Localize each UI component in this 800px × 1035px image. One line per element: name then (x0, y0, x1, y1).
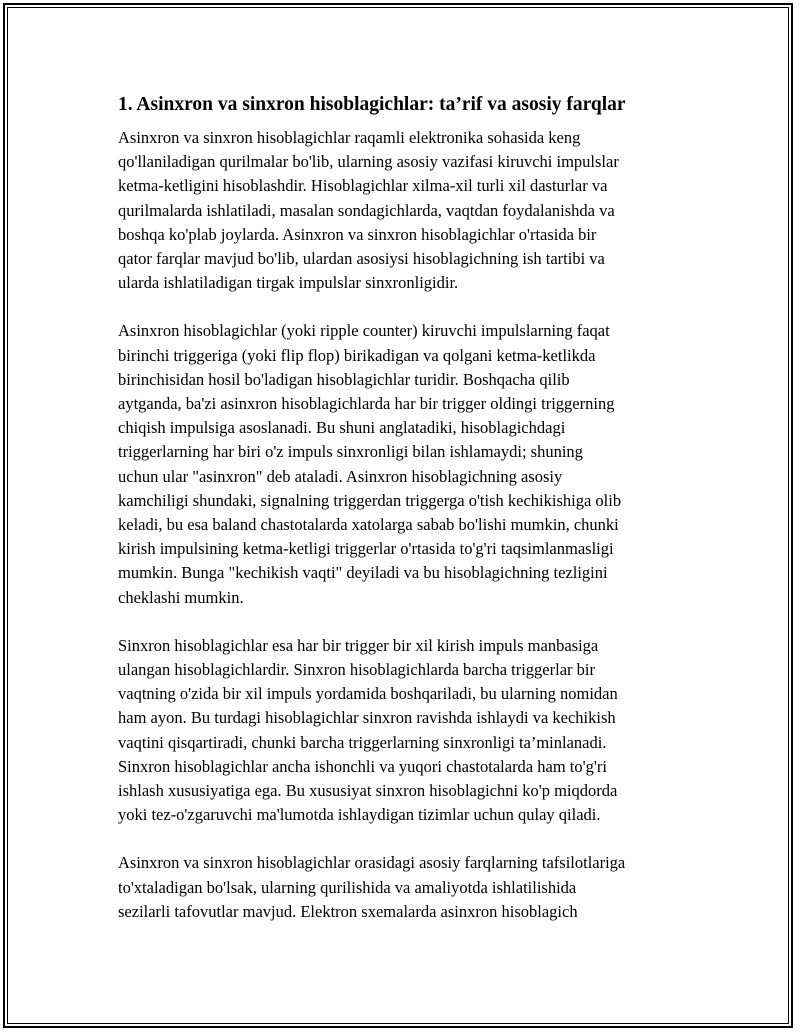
text-line: qo'llaniladigan qurilmalar bo'lib, ularning asosiy vazifasi kiruvchi impulslar (118, 152, 619, 172)
paragraph-3 (118, 634, 693, 828)
paragraph-2 (118, 319, 693, 609)
text-line: ham ayon. Bu turdagi hisoblagichlar sinxron ravishda ishlaydi va kechikish (118, 708, 616, 728)
text-line: qator farqlar mavjud bo'lib, ulardan asosiysi hisoblagichning ish tartibi va (118, 249, 605, 269)
text-line: ularda ishlatiladigan tirgak impulslar sinxronligidir. (118, 273, 459, 293)
paragraph-1 (118, 126, 693, 295)
text-line: Asinxron va sinxron hisoblagichlar raqamli elektronika sohasida keng (118, 128, 581, 147)
text-line: aytganda, ba'zi asinxron hisoblagichlarda har bir trigger oldingi triggerning (118, 394, 615, 414)
text-line: ulangan hisoblagichlardir. Sinxron hisoblagichlarda barcha triggerlar bir (118, 660, 595, 680)
text-line: Asinxron hisoblagichlar (yoki ripple counter) kiruvchi impulslarning faqat (118, 321, 610, 341)
text-line: Sinxron hisoblagichlar ancha ishonchli va yuqori chastotalarda ham to'g'ri (118, 756, 607, 776)
text-line: chiqish impulsiga asoslanadi. Bu shuni anglatadiki, hisoblagichdagi (118, 418, 566, 438)
text-line: uchun ular "asinxron" deb ataladi. Asinxron hisoblagichning asosiy (118, 466, 563, 486)
document-body (118, 92, 693, 948)
text-line: boshqa ko'plab joylarda. Asinxron va sinxron hisoblagichlar o'rtasida bir (118, 224, 597, 244)
text-line: ketma-ketligini hisoblashdir. Hisoblagichlar xilma-xil turli xil dasturlar va (118, 176, 608, 196)
text-line: vaqtning o'zida bir xil impuls yordamida boshqariladi, bu ularning nomidan (118, 684, 618, 704)
text-line: kamchiligi shundaki, signalning triggerdan triggerga o'tish kechikishiga olib (118, 490, 622, 510)
section-heading: 1. Asinxron va sinxron hisoblagichlar: ta’rif va asosiy farqlar (118, 94, 626, 115)
text-line: birinchi triggeriga (yoki flip flop) birikadigan va qolgani ketma-ketlikda (118, 345, 596, 365)
text-line: ishlash xususiyatiga ega. Bu xususiyat sinxron hisoblagichni ko'p miqdorda (118, 781, 618, 801)
text-line: triggerlarning har biri o'z impuls sinxronligi bilan ishlamaydi; shuning (118, 442, 583, 462)
paragraph-4 (118, 851, 693, 924)
text-line: qurilmalarda ishlatiladi, masalan sondagichlarda, vaqtdan foydalanishda va (118, 200, 615, 220)
text-line: birinchisidan hosil bo'ladigan hisoblagichlar turidir. Boshqacha qilib (118, 369, 570, 389)
text-line: mumkin. Bunga "kechikish vaqti" deyiladi va bu hisoblagichning tezligini (118, 563, 608, 583)
text-line: to'xtaladigan bo'lsak, ularning qurilishida va amaliyotda ishlatilishida (118, 877, 577, 897)
text-line: yoki tez-o'zgaruvchi ma'lumotda ishlaydigan tizimlar uchun qulay qiladi. (118, 805, 601, 825)
text-line: cheklashi mumkin. (118, 587, 244, 607)
text-line: Asinxron va sinxron hisoblagichlar orasidagi asosiy farqlarning tafsilotlariga (118, 853, 626, 873)
text-line: vaqtini qisqartiradi, chunki barcha triggerlarning sinxronligi ta’minlanadi. (118, 732, 607, 752)
text-line: kirish impulsining ketma-ketligi triggerlar o'rtasida to'g'ri taqsimlanmasligi (118, 539, 614, 559)
text-line: keladi, bu esa baland chastotalarda xatolarga sabab bo'lishi mumkin, chunki (118, 515, 619, 535)
text-line: Sinxron hisoblagichlar esa har bir trigger bir xil kirish impuls manbasiga (118, 635, 599, 655)
text-line: sezilarli tafovutlar mavjud. Elektron sxemalarda asinxron hisoblagich (118, 901, 578, 921)
